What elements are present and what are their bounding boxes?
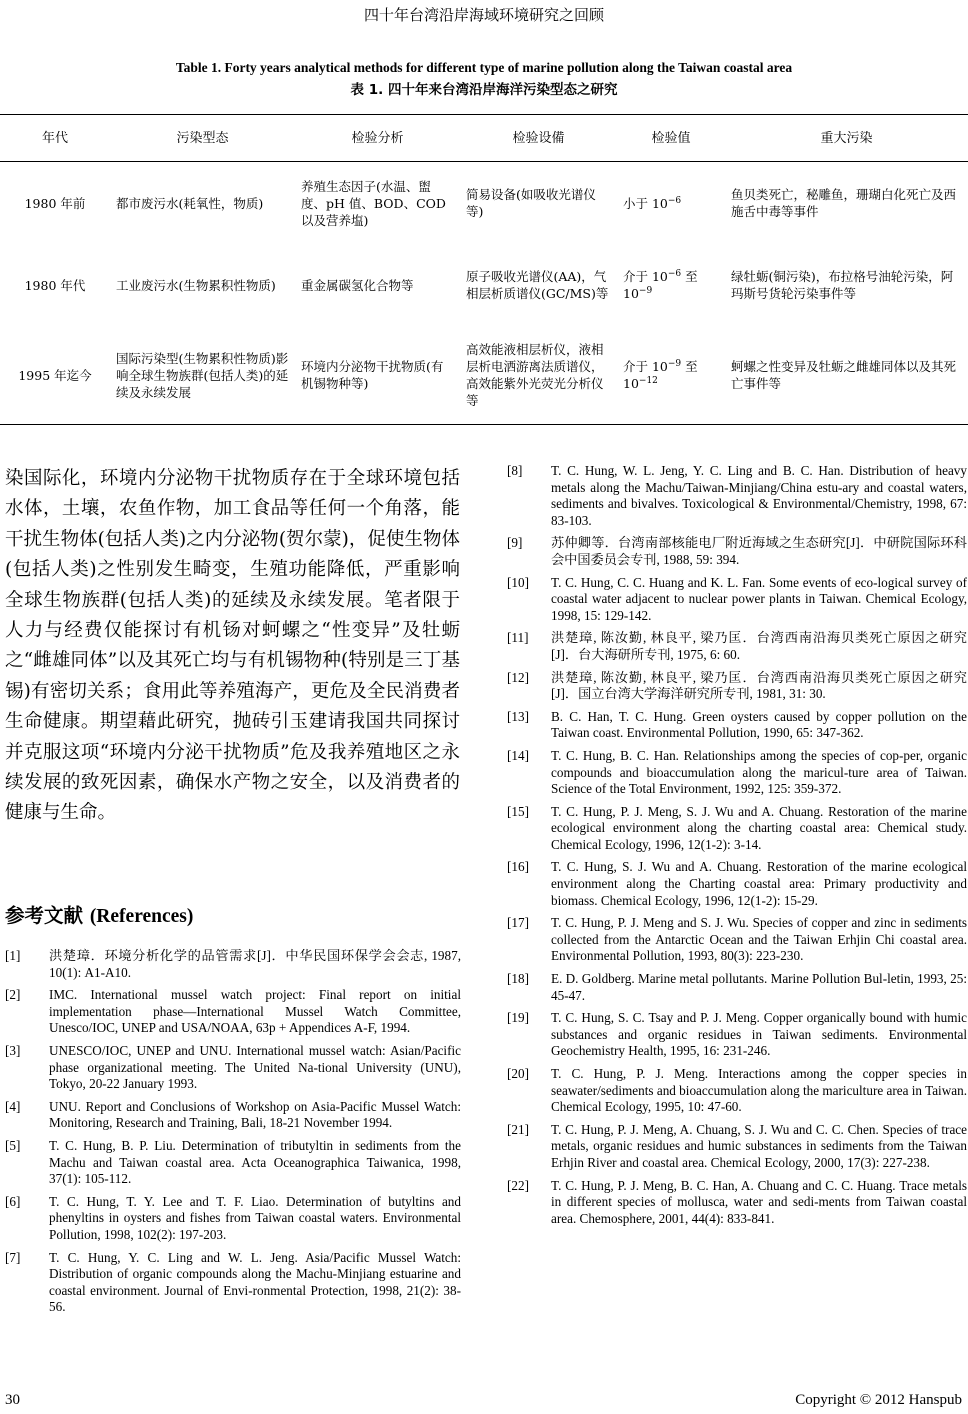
cell-era: 1980 年代: [24, 277, 86, 293]
reference-number: [12]: [507, 669, 529, 685]
cell-era: 1995 年迄今: [0, 326, 110, 425]
reference-text: E. D. Goldberg. Marine metal pollutants. Marine Pollution Bul-letin, 1993, 25: 45-47.: [551, 971, 967, 1003]
reference-text: T. C. Hung, P. J. Meng, B. C. Han, A. Chuang and C. C. Huang. Trace metals in different species of mollusca, water and sedi-ments from Taiwan coastal area. Chemosphere, 2001, 44(4): 833-841.: [551, 1177, 967, 1226]
reference-text: IMC. International mussel watch project: Final report on initial implementation phase—International Mussel Watch Committee, Unesco/IOC, UNEP and USA/NOAA, 63p + Appendices A-F, 1994.: [49, 987, 461, 1036]
reference-text: T. C. Hung, B. P. Liu. Determination of tributyltin in sediments from the Machu and Taiwan coastal area. Acta Oceanographica Taiwanica, 1998, 37(1): 105-112.: [49, 1137, 461, 1187]
reference-number: [7]: [5, 1249, 21, 1265]
reference-item: [5, 948, 461, 981]
reference-item: [507, 1178, 967, 1228]
cell-value: [617, 326, 725, 425]
col-header-value: 检验值: [617, 115, 725, 162]
col-header-incidents: 重大污染: [725, 115, 968, 162]
reference-item: [507, 1010, 967, 1060]
value-base: 小于 10: [623, 195, 668, 211]
reference-item: [507, 630, 967, 663]
reference-text: T. C. Hung, Y. C. Ling and W. L. Jeng. Asia/Pacific Mussel Watch: Distribution of organic compounds along the Machu-Minjiang estuarine and coastal environment. Journal of Envi-ronmental Protection, 1998, 21(2): 38-56.: [49, 1249, 461, 1315]
reference-number: [16]: [507, 859, 529, 875]
reference-number: [21]: [507, 1121, 529, 1137]
reference-number: [4]: [5, 1098, 21, 1114]
reference-item: [5, 1043, 461, 1093]
reference-text: T. C. Hung, P. J. Meng and S. J. Wu. Species of copper and zinc in sediments collected from the Antarctic Ocean and the Taiwan Erhjin Chi coastal area. Environmental Pollution, 1993, 80(3): 223-230.: [551, 915, 967, 964]
cell-analysis: 重金属碳氢化合物等: [301, 277, 414, 293]
cell-analysis: 环境内分泌物干扰物质(有机锡物种等): [295, 326, 460, 425]
reference-number: [10]: [507, 574, 529, 590]
page-number: 30: [5, 1392, 20, 1408]
cell-era: 1980 年前: [24, 195, 86, 211]
table-row: [0, 326, 968, 425]
reference-text: T. C. Hung, P. J. Meng, S. J. Wu and A. Chuang. Restoration of the marine ecological environment along the charting coastal area: Chemical study. Chemical Ecology, 1996, 12(1-2): 3-14.: [551, 803, 967, 852]
value-mid: 至 10: [623, 269, 698, 301]
reference-number: [1]: [5, 948, 21, 963]
reference-text: 洪楚璋, 陈汝勤, 林良平, 梁乃匡．台湾西南沿海贝类死亡原因之研究[J]．国立台湾大学海洋研究所专刊, 1981, 31: 30.: [551, 669, 967, 702]
reference-text: T. C. Hung, S. C. Tsay and P. J. Meng. Copper organically bound with humic substances and organic residues in Taiwan sediments. Environmental Geochemistry Health, 1995, 16: 231-246.: [551, 1010, 967, 1059]
reference-text: 洪楚璋．环境分析化学的品管需求[J]．中华民国环保学会会志, 1987, 10(1): A1-A10.: [49, 948, 461, 980]
references-heading: [5, 900, 193, 928]
reference-number: [9]: [507, 535, 523, 551]
reference-item: [507, 709, 967, 742]
value-lower: 介于 10: [623, 269, 668, 284]
reference-number: [14]: [507, 747, 529, 763]
col-header-equipment: 检验设備: [460, 115, 617, 162]
reference-text: T. C. Hung, P. J. Meng, A. Chuang, S. J. Wu and C. C. Chen. Species of trace metals, organic residues and humic substances in sediments from the Taiwan Erhjin River and coastal area. Chemical Ecology, 2000, 17(3): 227-238.: [551, 1121, 967, 1170]
cell-analysis: 养殖生态因子(水温、盥度、pH 值、BOD、COD 以及营养塩): [301, 178, 446, 228]
reference-text: UNESCO/IOC, UNEP and UNU. International mussel watch: Asian/Pacific phase organizational meeting. The United Na-tional University (UNU), Tokyo, 20-22 January 1993.: [49, 1042, 461, 1092]
reference-number: [20]: [507, 1066, 529, 1081]
reference-number: [3]: [5, 1042, 21, 1058]
reference-item: [507, 971, 967, 1004]
references-right-column: [507, 463, 967, 1233]
col-header-analysis: 检验分析: [295, 115, 460, 162]
reference-item: [507, 463, 967, 529]
value-lower: 介于 10: [623, 359, 668, 374]
reference-number: [2]: [5, 987, 21, 1003]
table-row: [0, 162, 968, 245]
body-paragraph: 染国际化，环境内分泌物干扰物质存在于全球环境包括水体，土壤，农鱼作物，加工食品等任何一个角落，能干扰生物体(包括人类)之内分泌物(贺尔蒙)，促使生物体(包括人类)之性别发生畸变，生殖功能降低，严重影响全球生物族群(包括人类)的延续及永续发展。笔者限于人力与经费仅能探讨有机钖对蚵螺之“性变异”及牡蛎之“雌雄同体”以及其死亡均与有机锡物种(特别是三丁基锡)有密切关系；食用此等养殖海产，更危及全民消费者生命健康。期望藉此研究，抛砖引玉建请我国共同探讨并克服这项“环境内分泌干扰物质”危及我养殖地区之永续发展的致死因素，确保水产物之安全，以及消费者的健康与生命。: [5, 468, 460, 824]
reference-number: [13]: [507, 708, 529, 724]
cell-incidents: 绿牡蛎(铜污染)，布拉格号油轮污染，阿玛斯号货轮污染事件等: [731, 269, 954, 301]
value-mid: 至 10: [623, 359, 698, 391]
reference-number: [11]: [507, 630, 529, 646]
value-exponent: −6: [667, 195, 682, 206]
reference-text: T. C. Hung, S. J. Wu and A. Chuang. Restoration of the marine ecological environment along the Charting coastal area: Primary productivity and biomass. Chemical Ecology, 1996, 12(1-2): 15-29.: [551, 859, 967, 908]
cell-equipment: 原子吸收光谱仪(AA)，气相层析质谱仪(GC/MS)等: [466, 269, 609, 301]
copyright: Copyright © 2012 Hanspub: [795, 1392, 962, 1408]
reference-number: [15]: [507, 803, 529, 819]
references-heading-zh: 参考文献: [5, 904, 84, 927]
value-lower-exponent: −9: [667, 358, 682, 369]
table-row: [0, 244, 968, 326]
value-upper-exponent: −9: [638, 285, 653, 296]
pollution-table: [0, 114, 968, 425]
col-header-type: 污染型态: [110, 115, 295, 162]
reference-text: UNU. Report and Conclusions of Workshop on Asia-Pacific Mussel Watch: Monitoring, Research and Training, Bali, 18-21 November 1994.: [49, 1098, 461, 1131]
reference-number: [8]: [507, 463, 523, 478]
reference-item: [507, 535, 967, 568]
reference-text: B. C. Han, T. C. Hung. Green oysters caused by copper pollution on the Taiwan coast. Environmental Pollution, 1990, 65: 347-362.: [551, 708, 967, 741]
reference-number: [6]: [5, 1193, 21, 1209]
reference-text: T. C. Hung, W. L. Jeng, Y. C. Ling and B. C. Han. Distribution of heavy metals along the Machu/Taiwan-Minjiang/China estu-ary and coastal waters, sediments and bivalves. Toxicological & Environmental/Chemistry, 1998, 67: 83-103.: [551, 463, 967, 528]
reference-item: [5, 987, 461, 1037]
value-lower-exponent: −6: [667, 268, 682, 279]
reference-item: [507, 575, 967, 625]
reference-text: T. C. Hung, P. J. Meng. Interactions among the copper species in seawater/sediments and bioaccumulation along the mariculture area in Taiwan. Chemical Ecology, 1995, 10: 47-60.: [551, 1066, 967, 1115]
reference-item: [507, 859, 967, 909]
reference-item: [5, 1099, 461, 1132]
cell-value: [617, 162, 725, 245]
cell-type: 国际污染型(生物累积性物质)影响全球生物族群(包括人类)的延续及永续发展: [110, 326, 295, 425]
cell-equipment: 高效能液相层析仪，液相层析电洒游离法质谱仪，高效能紫外光荧光分析仪等: [460, 326, 617, 425]
cell-value: [617, 244, 725, 326]
reference-text: 洪楚璋, 陈汝勤, 林良平, 梁乃匡．台湾西南沿海贝类死亡原因之研究[J]．台大海研所专刊, 1975, 6: 60.: [551, 630, 967, 662]
table-header-row: [0, 115, 968, 162]
reference-item: [507, 748, 967, 798]
reference-item: [5, 1138, 461, 1188]
reference-text: T. C. Hung, C. C. Huang and K. L. Fan. Some events of eco-logical survey of coastal water adjacent to nuclear power plants in Taiwan. Chemical Ecology, 1998, 15: 129-142.: [551, 574, 967, 623]
cell-incidents: 蚵螺之性变异及牡蛎之雌雄同体以及其死亡事件等: [725, 326, 968, 425]
reference-item: [507, 804, 967, 854]
reference-number: [17]: [507, 915, 529, 931]
reference-item: [5, 1194, 461, 1244]
reference-text: T. C. Hung, T. Y. Lee and T. F. Liao. Determination of butyltins and phenyltins in oysters and fishes from Taiwan coastal waters. Environmental Pollution, 1998, 102(2): 197-203.: [49, 1193, 461, 1242]
references-left-column: [5, 948, 461, 1322]
reference-number: [22]: [507, 1177, 529, 1193]
cell-type: 都市废污水(耗氧性，物质): [116, 195, 264, 211]
cell-incidents: 鱼贝类死亡，秘雕鱼，珊瑚白化死亡及西施舌中毒等事件: [731, 187, 957, 219]
reference-text: T. C. Hung, B. C. Han. Relationships among the species of cop-per, organic compounds and bioaccumulation along the maricul-ture area of Taiwan. Science of the Total Environment, 1992, 125: 359-372.: [551, 747, 967, 797]
reference-item: [507, 1122, 967, 1172]
cell-equipment: 简易设备(如吸收光谱仪等): [466, 187, 596, 219]
reference-item: [507, 915, 967, 965]
reference-text: 苏仲卿等．台湾南部核能电厂附近海域之生态研究[J]．中研院国际环科会中国委员会专刊, 1988, 59: 394.: [551, 535, 967, 567]
value-upper-exponent: −12: [638, 375, 658, 386]
table-caption-zh: 表 1. 四十年来台湾沿岸海洋污染型态之研究: [350, 82, 618, 98]
running-header: 四十年台湾沿岸海域环境研究之回顾: [363, 6, 604, 24]
reference-item: [507, 1066, 967, 1116]
reference-number: [19]: [507, 1010, 529, 1026]
col-header-era: 年代: [0, 115, 110, 162]
table-caption-en: Table 1. Forty years analytical methods for different type of marine pollution along the Taiwan coastal area: [175, 60, 793, 75]
reference-number: [18]: [507, 971, 529, 987]
references-heading-en: (References): [89, 906, 194, 927]
reference-item: [507, 670, 967, 703]
cell-type: 工业废污水(生物累积性物质): [116, 277, 276, 293]
reference-number: [5]: [5, 1137, 21, 1153]
reference-item: [5, 1250, 461, 1316]
